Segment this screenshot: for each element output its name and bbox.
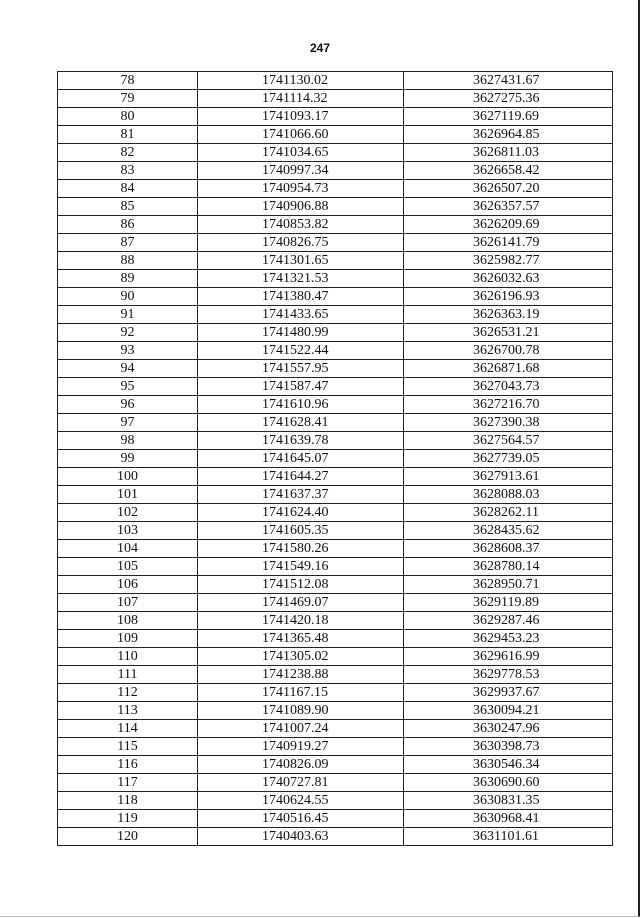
y-coordinate-cell: 3626658.42: [404, 162, 613, 180]
x-coordinate-cell: 1741380.47: [198, 288, 404, 306]
y-coordinate-cell: 3626700.78: [404, 342, 613, 360]
x-coordinate-cell: 1741130.02: [198, 72, 404, 90]
y-coordinate-cell: 3629453.23: [404, 630, 613, 648]
y-coordinate-cell: 3626196.93: [404, 288, 613, 306]
x-coordinate-cell: 1740906.88: [198, 198, 404, 216]
y-coordinate-cell: 3629119.89: [404, 594, 613, 612]
y-coordinate-cell: 3626964.85: [404, 126, 613, 144]
table-row: [58, 486, 613, 504]
point-number-cell: 112: [58, 684, 198, 702]
y-coordinate-cell: 3625982.77: [404, 252, 613, 270]
table-row: [58, 612, 613, 630]
table-row: [58, 774, 613, 792]
point-number-cell: 82: [58, 144, 198, 162]
x-coordinate-cell: 1740997.34: [198, 162, 404, 180]
x-coordinate-cell: 1741066.60: [198, 126, 404, 144]
table-row: [58, 468, 613, 486]
table-row: [58, 90, 613, 108]
table-row: [58, 72, 613, 90]
x-coordinate-cell: 1741365.48: [198, 630, 404, 648]
point-number-cell: 96: [58, 396, 198, 414]
table-row: [58, 324, 613, 342]
x-coordinate-cell: 1741301.65: [198, 252, 404, 270]
table-row: [58, 126, 613, 144]
point-number-cell: 102: [58, 504, 198, 522]
point-number-cell: 83: [58, 162, 198, 180]
y-coordinate-cell: 3629287.46: [404, 612, 613, 630]
x-coordinate-cell: 1741089.90: [198, 702, 404, 720]
y-coordinate-cell: 3629937.67: [404, 684, 613, 702]
x-coordinate-cell: 1740624.55: [198, 792, 404, 810]
x-coordinate-cell: 1740727.81: [198, 774, 404, 792]
point-number-cell: 89: [58, 270, 198, 288]
point-number-cell: 88: [58, 252, 198, 270]
point-number-cell: 104: [58, 540, 198, 558]
table-row: [58, 702, 613, 720]
point-number-cell: 97: [58, 414, 198, 432]
table-row: [58, 360, 613, 378]
point-number-cell: 117: [58, 774, 198, 792]
y-coordinate-cell: 3627739.05: [404, 450, 613, 468]
x-coordinate-cell: 1741605.35: [198, 522, 404, 540]
y-coordinate-cell: 3630968.41: [404, 810, 613, 828]
x-coordinate-cell: 1741007.24: [198, 720, 404, 738]
x-coordinate-cell: 1741512.08: [198, 576, 404, 594]
x-coordinate-cell: 1741580.26: [198, 540, 404, 558]
point-number-cell: 120: [58, 828, 198, 846]
y-coordinate-cell: 3630690.60: [404, 774, 613, 792]
table-row: [58, 666, 613, 684]
table-row: [58, 198, 613, 216]
table-row: [58, 684, 613, 702]
y-coordinate-cell: 3626032.63: [404, 270, 613, 288]
table-row: [58, 108, 613, 126]
point-number-cell: 118: [58, 792, 198, 810]
table-row: [58, 720, 613, 738]
y-coordinate-cell: 3627564.57: [404, 432, 613, 450]
point-number-cell: 85: [58, 198, 198, 216]
table-row: [58, 396, 613, 414]
y-coordinate-cell: 3626811.03: [404, 144, 613, 162]
x-coordinate-cell: 1741637.37: [198, 486, 404, 504]
point-number-cell: 78: [58, 72, 198, 90]
y-coordinate-cell: 3627431.67: [404, 72, 613, 90]
point-number-cell: 114: [58, 720, 198, 738]
y-coordinate-cell: 3627043.73: [404, 378, 613, 396]
x-coordinate-cell: 1741645.07: [198, 450, 404, 468]
x-coordinate-cell: 1740826.09: [198, 756, 404, 774]
point-number-cell: 106: [58, 576, 198, 594]
y-coordinate-cell: 3626357.57: [404, 198, 613, 216]
table-row: [58, 414, 613, 432]
table-row: [58, 522, 613, 540]
y-coordinate-cell: 3628608.37: [404, 540, 613, 558]
table-row: [58, 594, 613, 612]
y-coordinate-cell: 3626507.20: [404, 180, 613, 198]
x-coordinate-cell: 1741093.17: [198, 108, 404, 126]
table-row: [58, 306, 613, 324]
table-row: [58, 342, 613, 360]
x-coordinate-cell: 1741644.27: [198, 468, 404, 486]
table-body: [58, 72, 613, 846]
table-row: [58, 270, 613, 288]
table-row: [58, 252, 613, 270]
table-row: [58, 630, 613, 648]
x-coordinate-cell: 1740954.73: [198, 180, 404, 198]
x-coordinate-cell: 1741639.78: [198, 432, 404, 450]
y-coordinate-cell: 3630094.21: [404, 702, 613, 720]
x-coordinate-cell: 1741433.65: [198, 306, 404, 324]
x-coordinate-cell: 1740853.82: [198, 216, 404, 234]
x-coordinate-cell: 1741114.32: [198, 90, 404, 108]
x-coordinate-cell: 1741321.53: [198, 270, 404, 288]
table-row: [58, 558, 613, 576]
x-coordinate-cell: 1741610.96: [198, 396, 404, 414]
point-number-cell: 103: [58, 522, 198, 540]
page-number: 247: [309, 41, 331, 55]
table-row: [58, 432, 613, 450]
x-coordinate-cell: 1741034.65: [198, 144, 404, 162]
table-row: [58, 450, 613, 468]
y-coordinate-cell: 3628435.62: [404, 522, 613, 540]
point-number-cell: 110: [58, 648, 198, 666]
y-coordinate-cell: 3627913.61: [404, 468, 613, 486]
table-row: [58, 504, 613, 522]
table-row: [58, 738, 613, 756]
point-number-cell: 93: [58, 342, 198, 360]
point-number-cell: 91: [58, 306, 198, 324]
point-number-cell: 94: [58, 360, 198, 378]
y-coordinate-cell: 3629778.53: [404, 666, 613, 684]
point-number-cell: 90: [58, 288, 198, 306]
y-coordinate-cell: 3626141.79: [404, 234, 613, 252]
y-coordinate-cell: 3628950.71: [404, 576, 613, 594]
x-coordinate-cell: 1741469.07: [198, 594, 404, 612]
table-row: [58, 792, 613, 810]
point-number-cell: 100: [58, 468, 198, 486]
table-row: [58, 648, 613, 666]
point-number-cell: 109: [58, 630, 198, 648]
y-coordinate-cell: 3627275.36: [404, 90, 613, 108]
table-row: [58, 576, 613, 594]
point-number-cell: 99: [58, 450, 198, 468]
point-number-cell: 119: [58, 810, 198, 828]
y-coordinate-cell: 3626531.21: [404, 324, 613, 342]
table-row: [58, 756, 613, 774]
table-row: [58, 180, 613, 198]
x-coordinate-cell: 1741557.95: [198, 360, 404, 378]
x-coordinate-cell: 1741628.41: [198, 414, 404, 432]
table-row: [58, 216, 613, 234]
x-coordinate-cell: 1741624.40: [198, 504, 404, 522]
x-coordinate-cell: 1741420.18: [198, 612, 404, 630]
table-row: [58, 828, 613, 846]
y-coordinate-cell: 3627119.69: [404, 108, 613, 126]
point-number-cell: 92: [58, 324, 198, 342]
point-number-cell: 87: [58, 234, 198, 252]
x-coordinate-cell: 1740919.27: [198, 738, 404, 756]
x-coordinate-cell: 1740516.45: [198, 810, 404, 828]
y-coordinate-cell: 3626871.68: [404, 360, 613, 378]
x-coordinate-cell: 1740403.63: [198, 828, 404, 846]
point-number-cell: 95: [58, 378, 198, 396]
point-number-cell: 113: [58, 702, 198, 720]
point-number-cell: 79: [58, 90, 198, 108]
y-coordinate-cell: 3626363.19: [404, 306, 613, 324]
y-coordinate-cell: 3628088.03: [404, 486, 613, 504]
point-number-cell: 101: [58, 486, 198, 504]
x-coordinate-cell: 1741587.47: [198, 378, 404, 396]
y-coordinate-cell: 3630831.35: [404, 792, 613, 810]
point-number-cell: 107: [58, 594, 198, 612]
table-row: [58, 378, 613, 396]
y-coordinate-cell: 3628262.11: [404, 504, 613, 522]
point-number-cell: 105: [58, 558, 198, 576]
point-number-cell: 116: [58, 756, 198, 774]
x-coordinate-cell: 1741238.88: [198, 666, 404, 684]
y-coordinate-cell: 3630398.73: [404, 738, 613, 756]
table-row: [58, 810, 613, 828]
x-coordinate-cell: 1741549.16: [198, 558, 404, 576]
table-row: [58, 144, 613, 162]
point-number-cell: 98: [58, 432, 198, 450]
y-coordinate-cell: 3628780.14: [404, 558, 613, 576]
point-number-cell: 111: [58, 666, 198, 684]
table-row: [58, 234, 613, 252]
table-row: [58, 288, 613, 306]
point-number-cell: 115: [58, 738, 198, 756]
coordinates-table: [57, 71, 613, 846]
y-coordinate-cell: 3627390.38: [404, 414, 613, 432]
x-coordinate-cell: 1741167.15: [198, 684, 404, 702]
table-row: [58, 540, 613, 558]
x-coordinate-cell: 1741305.02: [198, 648, 404, 666]
table-row: [58, 162, 613, 180]
point-number-cell: 108: [58, 612, 198, 630]
y-coordinate-cell: 3630247.96: [404, 720, 613, 738]
x-coordinate-cell: 1741480.99: [198, 324, 404, 342]
y-coordinate-cell: 3627216.70: [404, 396, 613, 414]
y-coordinate-cell: 3631101.61: [404, 828, 613, 846]
y-coordinate-cell: 3630546.34: [404, 756, 613, 774]
point-number-cell: 84: [58, 180, 198, 198]
x-coordinate-cell: 1741522.44: [198, 342, 404, 360]
point-number-cell: 81: [58, 126, 198, 144]
y-coordinate-cell: 3626209.69: [404, 216, 613, 234]
x-coordinate-cell: 1740826.75: [198, 234, 404, 252]
point-number-cell: 80: [58, 108, 198, 126]
y-coordinate-cell: 3629616.99: [404, 648, 613, 666]
point-number-cell: 86: [58, 216, 198, 234]
